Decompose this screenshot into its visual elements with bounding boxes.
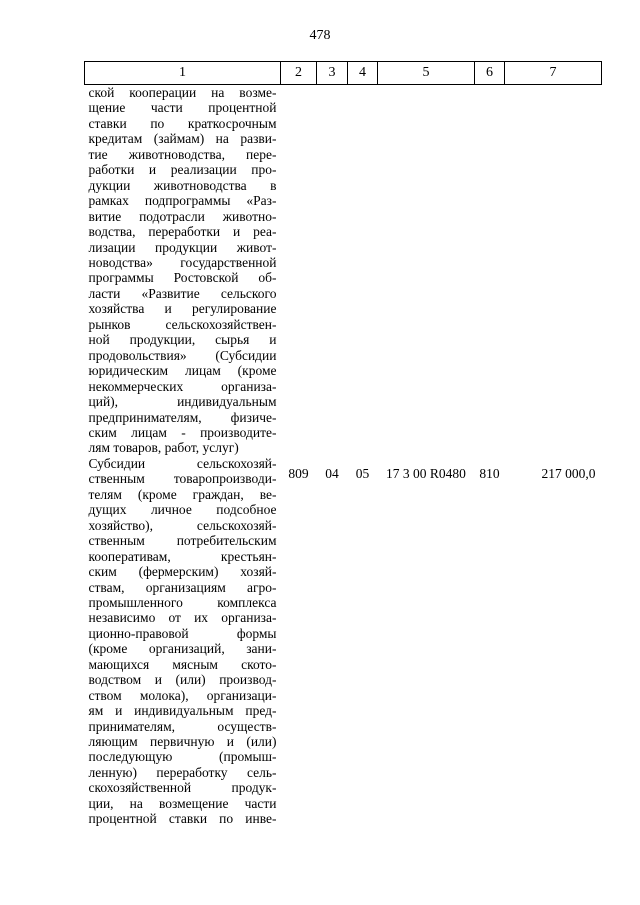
cell-target-article: [378, 85, 475, 456]
cell-section: [317, 85, 348, 456]
description-line: дукции животноводства в: [88, 177, 277, 193]
description-line: продовольствия» (Субсидии: [88, 347, 277, 363]
description-line: рамках подпрограммы «Раз-: [88, 193, 277, 209]
description-line: дущих личное подсобное: [88, 502, 277, 518]
description-line: ставки по краткосрочным: [88, 115, 277, 131]
column-header-4: 4: [348, 62, 378, 85]
description-line: телям (кроме граждан, ве-: [88, 486, 277, 502]
column-header-1: 1: [85, 62, 281, 85]
description-line: хозяйство), сельскохозяй-: [88, 517, 277, 533]
description-line: ствам, организациям агро-: [88, 579, 277, 595]
row-description: [85, 456, 281, 827]
cell-ministry-code: 809: [288, 465, 309, 481]
description-line: ной продукции, сырья и: [88, 332, 277, 348]
description-line: новодства» государственной: [88, 254, 277, 270]
description-line: щение части процентной: [88, 100, 277, 116]
column-header-5: 5: [378, 62, 475, 85]
description-line: программы Ростовской об-: [88, 270, 277, 286]
description-line: последующую (промыш-: [88, 749, 277, 765]
description-line: ским (фермерским) хозяй-: [88, 564, 277, 580]
description-line: ции, на возмещение части: [88, 795, 277, 811]
description-line: промышленного комплекса: [88, 594, 277, 610]
description-line: ственным потребительским: [88, 533, 277, 549]
description-line: витие подотрасли животно-: [88, 208, 277, 224]
cell-expense-type: 810: [479, 465, 500, 481]
description-line: скохозяйственной продук-: [88, 780, 277, 796]
description-line: кооперативам, крестьян-: [88, 548, 277, 564]
description-line: юридическим лицам (кроме: [88, 363, 277, 379]
description-line: работки и реализации про-: [88, 162, 277, 178]
description-line: ленную) переработку сель-: [88, 764, 277, 780]
description-line: водства, переработки и реа-: [88, 224, 277, 240]
description-line: некоммерческих организа-: [88, 378, 277, 394]
description-line: ской кооперации на возме-: [88, 85, 277, 100]
description-line: хозяйства и регулирование: [88, 301, 277, 317]
cell-expense-type: [475, 85, 505, 456]
table-row: [85, 456, 602, 827]
description-line: лизации продукции живот-: [88, 239, 277, 255]
column-header-2: 2: [281, 62, 317, 85]
cell-amount: 217 000,0: [541, 465, 596, 481]
description-line: ций), индивидуальным: [88, 394, 277, 410]
cell-subsection: 05: [355, 465, 370, 481]
description-line: водством и (или) производ-: [88, 672, 277, 688]
description-line: ционно-правовой формы: [88, 625, 277, 641]
description-line: тие животноводства, пере-: [88, 146, 277, 162]
budget-table: [84, 61, 602, 827]
description-line: Субсидии сельскохозяй-: [88, 455, 277, 471]
cell-amount: [505, 85, 602, 456]
description-line: принимателям, осуществ-: [88, 718, 277, 734]
description-line: ственным товаропроизводи-: [88, 471, 277, 487]
description-line: предпринимателям, физиче-: [88, 409, 277, 425]
description-line: (кроме организаций, зани-: [88, 641, 277, 657]
row-description: [85, 85, 281, 456]
description-line: рынков сельскохозяйствен-: [88, 316, 277, 332]
description-line: ям и индивидуальным пред-: [88, 703, 277, 719]
page-number: 478: [309, 28, 331, 43]
description-line: процентной ставки по инве-: [88, 811, 277, 827]
description-line: ством молока), организаци-: [88, 687, 277, 703]
cell-target-article: 17 3 00 R0480: [386, 465, 466, 481]
cell-subsection: [348, 85, 378, 456]
description-line: кредитам (займам) на разви-: [88, 131, 277, 147]
column-header-7: 7: [505, 62, 602, 85]
table-row: [85, 85, 602, 456]
cell-ministry-code: [281, 85, 317, 456]
column-header-3: 3: [317, 62, 348, 85]
description-line: независимо от их организа-: [88, 610, 277, 626]
table-header-row: [85, 62, 602, 85]
description-line: ласти «Развитие сельского: [88, 285, 277, 301]
description-line: лям товаров, работ, услуг): [88, 440, 239, 456]
description-line: ским лицам - производите-: [88, 424, 277, 440]
cell-section: 04: [325, 465, 339, 481]
column-header-6: 6: [475, 62, 505, 85]
description-line: ляющим первичную и (или): [88, 734, 277, 750]
description-line: мающихся мясным ското-: [88, 656, 277, 672]
